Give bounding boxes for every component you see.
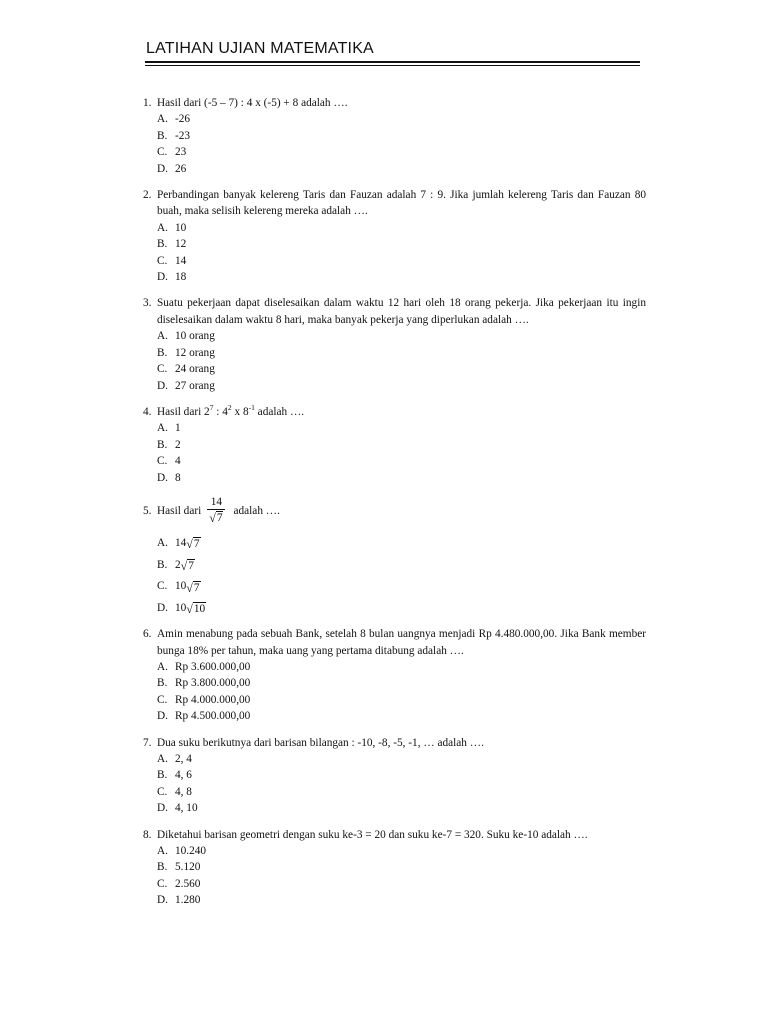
text-segment: adalah ….	[254, 405, 305, 418]
question-number: 4.	[143, 405, 152, 418]
text-segment: x 8	[231, 405, 249, 418]
option-text: -23	[175, 129, 191, 142]
option-list	[143, 111, 646, 177]
option-b	[157, 128, 646, 144]
option-d	[157, 269, 646, 285]
question-text-end: adalah ….	[233, 505, 280, 518]
radical-sign: √	[186, 537, 193, 552]
option-d	[157, 600, 646, 616]
question-number: 7.	[143, 736, 152, 749]
option-letter: B.	[157, 438, 168, 451]
option-text: 2.560	[175, 877, 201, 890]
option-letter: B.	[157, 558, 168, 571]
question-number: 1.	[143, 97, 152, 109]
option-letter: B.	[157, 129, 168, 142]
option-text: 1	[175, 422, 181, 435]
option-text: 4, 8	[175, 785, 192, 798]
exponent: 2	[227, 402, 232, 412]
option-text: 5.120	[175, 861, 201, 874]
square-root	[186, 537, 200, 551]
option-b	[157, 236, 646, 252]
question-list	[143, 95, 646, 919]
option-text: 10	[175, 221, 187, 234]
option-a	[157, 111, 646, 127]
option-text: 4, 10	[175, 802, 198, 815]
question-1	[143, 95, 646, 177]
option-letter: D.	[157, 471, 168, 484]
header-rule-thin	[145, 65, 640, 66]
option-text: 12 orang	[175, 346, 215, 359]
option-text: 24 orang	[175, 363, 215, 376]
option-a	[157, 843, 646, 859]
option-list	[143, 535, 646, 616]
question-5	[143, 496, 646, 616]
question-stem	[143, 496, 646, 527]
coefficient: 10	[175, 580, 187, 593]
square-root	[209, 511, 223, 525]
radicand: 10	[193, 603, 206, 616]
fraction-numerator: 14	[210, 495, 222, 508]
question-text: Perbandingan banyak kelereng Taris dan Fauzan adalah 7 : 9. Jika jumlah kelereng Taris dan Fauzan 80 buah, maka selisih kelereng mereka adalah ….	[157, 189, 646, 218]
option-text: Rp 3.600.000,00	[175, 660, 251, 673]
option-letter: A.	[157, 330, 168, 343]
option-c	[157, 253, 646, 269]
question-6	[143, 626, 646, 724]
question-text: Hasil dari (-5 – 7) : 4 x (-5) + 8 adalah ….	[157, 97, 348, 109]
option-a	[157, 751, 646, 767]
page-header	[145, 38, 640, 66]
question-stem	[143, 827, 646, 843]
question-text: Suatu pekerjaan dapat diselesaikan dalam waktu 12 hari oleh 18 orang pekerja. Jika pekerjaan itu ingin diselesaikan dalam waktu 8 hari, maka banyak pekerja yang diperlukan adalah ….	[157, 297, 646, 326]
question-number: 5.	[143, 505, 152, 518]
coefficient: 10	[175, 601, 187, 614]
radical-sign: √	[186, 602, 193, 617]
option-letter: C.	[157, 363, 168, 376]
question-stem	[143, 735, 646, 751]
question-number: 2.	[143, 189, 152, 202]
option-text: 10 orang	[175, 330, 215, 343]
option-letter: C.	[157, 877, 168, 890]
question-4	[143, 404, 646, 486]
option-list	[143, 420, 646, 486]
option-list	[143, 659, 646, 725]
option-list	[143, 843, 646, 909]
option-letter: B.	[157, 346, 168, 359]
option-letter: D.	[157, 710, 168, 723]
option-letter: A.	[157, 113, 168, 126]
question-text	[157, 404, 646, 420]
question-stem	[143, 95, 646, 111]
option-text: 26	[175, 162, 187, 175]
exponent: 7	[209, 402, 214, 412]
option-text: -26	[175, 113, 191, 126]
question-number: 3.	[143, 297, 152, 310]
fraction	[207, 495, 225, 526]
option-c	[157, 578, 646, 594]
question-text: Hasil dari	[157, 505, 202, 518]
option-text: Rp 4.000.000,00	[175, 693, 251, 706]
option-letter: A.	[157, 845, 168, 857]
square-root	[186, 581, 200, 595]
option-c	[157, 784, 646, 800]
option-b	[157, 345, 646, 361]
option-d	[157, 161, 646, 177]
option-letter: D.	[157, 802, 168, 815]
option-b	[157, 859, 646, 875]
option-d	[157, 708, 646, 724]
option-letter: B.	[157, 677, 168, 690]
option-letter: D.	[157, 271, 168, 284]
question-stem	[143, 187, 646, 220]
option-b	[157, 557, 646, 573]
option-text: 1.280	[175, 894, 201, 907]
option-letter: A.	[157, 536, 168, 549]
option-letter: B.	[157, 238, 168, 251]
option-text: 2, 4	[175, 752, 192, 765]
option-letter: A.	[157, 422, 168, 435]
text-segment: : 4	[213, 405, 228, 418]
question-text: Diketahui barisan geometri dengan suku ke-3 = 20 dan suku ke-7 = 320. Suku ke-10 adalah ….	[157, 828, 588, 841]
option-b	[157, 437, 646, 453]
question-7	[143, 735, 646, 817]
option-letter: D.	[157, 379, 168, 392]
question-text: Amin menabung pada sebuah Bank, setelah 8 bulan uangnya menjadi Rp 4.480.000,00. Jika Bank member bunga 18% per tahun, maka uang yang pertama ditabung adalah ….	[157, 628, 646, 657]
option-letter: D.	[157, 894, 168, 907]
radicand: 7	[216, 511, 223, 524]
option-text: 2	[175, 438, 181, 451]
option-c	[157, 453, 646, 469]
option-c	[157, 692, 646, 708]
page-title: LATIHAN UJIAN MATEMATIKA	[146, 40, 374, 57]
option-letter: C.	[157, 693, 168, 706]
option-letter: D.	[157, 601, 168, 614]
radical-sign: √	[186, 580, 193, 595]
option-text: Rp 4.500.000,00	[175, 710, 251, 723]
option-letter: B.	[157, 769, 168, 782]
option-letter: A.	[157, 221, 168, 234]
option-text: 12	[175, 238, 187, 251]
option-a	[157, 535, 646, 551]
fraction-denominator	[207, 509, 225, 526]
header-rule-thick	[145, 61, 640, 63]
question-text: Dua suku berikutnya dari barisan bilangan : -10, -8, -5, -1, … adalah ….	[157, 736, 484, 749]
option-letter: C.	[157, 254, 168, 267]
option-text: Rp 3.800.000,00	[175, 677, 251, 690]
radical-sign: √	[180, 558, 188, 573]
question-stem	[143, 626, 646, 659]
option-letter: D.	[157, 162, 168, 175]
option-letter: C.	[157, 455, 168, 468]
option-letter: A.	[157, 660, 168, 673]
option-text: 10.240	[175, 845, 207, 857]
option-letter: A.	[157, 752, 168, 765]
coefficient: 14	[175, 536, 187, 549]
option-text: 4	[175, 455, 181, 468]
question-number: 8.	[143, 828, 152, 841]
option-text: 8	[175, 471, 181, 484]
option-letter: C.	[157, 146, 168, 159]
option-list	[143, 328, 646, 394]
option-c	[157, 876, 646, 892]
option-text: 4, 6	[175, 769, 192, 782]
option-text: 23	[175, 146, 187, 159]
option-d	[157, 378, 646, 394]
option-a	[157, 328, 646, 344]
text-segment: Hasil dari 2	[157, 405, 210, 418]
option-letter: C.	[157, 785, 168, 798]
option-list	[143, 751, 646, 817]
option-d	[157, 892, 646, 908]
question-number: 6.	[143, 628, 152, 641]
radicand: 7	[188, 559, 194, 572]
square-root	[181, 559, 195, 573]
question-8	[143, 827, 646, 909]
radicand: 7	[193, 581, 200, 594]
option-letter: C.	[157, 580, 168, 593]
exponent: -1	[248, 402, 255, 412]
question-stem	[143, 295, 646, 328]
option-c	[157, 361, 646, 377]
option-d	[157, 470, 646, 486]
coefficient: 2	[175, 558, 181, 571]
option-b	[157, 675, 646, 691]
option-letter: B.	[157, 861, 168, 874]
radical-sign: √	[209, 510, 216, 525]
square-root	[186, 602, 206, 616]
option-a	[157, 659, 646, 675]
question-3	[143, 295, 646, 393]
option-d	[157, 800, 646, 816]
option-text: 14	[175, 254, 187, 267]
question-2	[143, 187, 646, 285]
option-text: 18	[175, 271, 187, 284]
option-c	[157, 144, 646, 160]
question-stem	[143, 404, 646, 420]
option-text: 27 orang	[175, 379, 215, 392]
option-a	[157, 420, 646, 436]
option-b	[157, 767, 646, 783]
option-a	[157, 220, 646, 236]
option-list	[143, 220, 646, 286]
radicand: 7	[193, 538, 200, 551]
